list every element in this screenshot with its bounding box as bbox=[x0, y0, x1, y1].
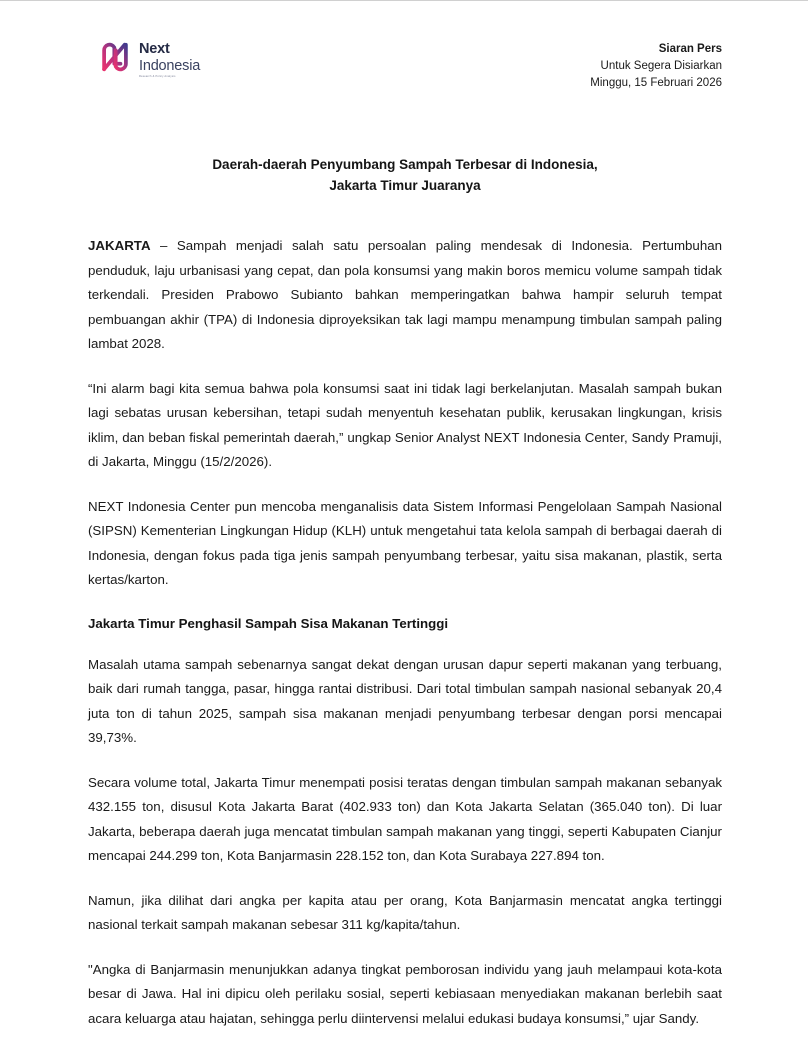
paragraph-7: "Angka di Banjarmasin menunjukkan adanya tingkat pemborosan individu yang jauh melampaui kota-kota besar di Jawa. Hal ini dipicu oleh perilaku sosial, seperti kebiasaan menyediakan makanan berlebih saat acara keluarga atau hajatan, sehingga perlu diintervensi melalui edukasi budaya konsumsi,” ujar Sandy. bbox=[88, 961, 722, 1026]
page-title-line2: Jakarta Timur Juaranya bbox=[329, 178, 481, 193]
paragraph-2: “Ini alarm bagi kita semua bahwa pola konsumsi saat ini tidak lagi berkelanjutan. Masalah sampah bukan lagi sebatas urusan kebersihan, tetapi sudah menyentuh kesehatan publik, kerusakan lingkungan, krisis iklim, dan beban fiskal pemerintah daerah,” ungkap Senior Analyst NEXT Indonesia Center, Sandy Pramuji, di Jakarta, Minggu (15/2/2026). bbox=[88, 380, 722, 469]
paragraph-5: Secara volume total, Jakarta Timur menempati posisi teratas dengan timbulan sampah makanan sebanyak 432.155 ton, disusul Kota Jakarta Barat (402.933 ton) dan Kota Jakarta Selatan (365.040 ton). Di luar Jakarta, beberapa daerah juga mencatat timbulan sampah makanan yang tinggi, seperti Kabupaten Cianjur mencapai 244.299 ton, Kota Banjarmasin 228.152 ton, dan Kota Surabaya 227.894 ton. bbox=[88, 774, 722, 863]
page-content bbox=[88, 1, 722, 1031]
document-header bbox=[88, 1, 722, 92]
release-date: Minggu, 15 Februari 2026 bbox=[590, 77, 722, 89]
section-subheading: Jakarta Timur Penghasil Sampah Sisa Makanan Tertinggi bbox=[88, 615, 449, 631]
release-meta bbox=[590, 39, 722, 92]
next-indonesia-logo-icon bbox=[98, 40, 132, 74]
paragraph-1 bbox=[88, 234, 722, 357]
release-status-label: Untuk Segera Disiarkan bbox=[600, 60, 722, 72]
release-type-label: Siaran Pers bbox=[658, 43, 722, 55]
brand-logo bbox=[98, 39, 200, 79]
brand-tagline: Research & Policy Analysis bbox=[139, 74, 176, 79]
brand-name-line2: Indonesia bbox=[139, 57, 201, 74]
page-title-line1: Daerah-daerah Penyumbang Sampah Terbesar di Indonesia, bbox=[212, 157, 598, 172]
page-title bbox=[88, 154, 722, 196]
paragraph-4: Masalah utama sampah sebenarnya sangat dekat dengan urusan dapur seperti makanan yang terbuang, baik dari rumah tangga, pasar, hingga rantai distribusi. Dari total timbulan sampah nasional sebanyak 20,4 juta ton di tahun 2025, sampah sisa makanan menjadi penyumbang terbesar dengan porsi mencapai 39,73%. bbox=[88, 656, 722, 745]
article-body bbox=[88, 234, 722, 1031]
brand-name-line1: Next bbox=[139, 41, 170, 57]
brand-wordmark bbox=[139, 39, 200, 79]
paragraph-3: NEXT Indonesia Center pun mencoba menganalisis data Sistem Informasi Pengelolaan Sampah Nasional (SIPSN) Kementerian Lingkungan Hidup (KLH) untuk mengetahui tata kelola sampah di berbagai daerah di Indonesia, dengan fokus pada tiga jenis sampah penyumbang terbesar, yaitu sisa makanan, plastik, serta kertas/karton. bbox=[88, 498, 722, 587]
paragraph-6: Namun, jika dilihat dari angka per kapita atau per orang, Kota Banjarmasin mencatat angka tertinggi nasional terkait sampah makanan sebesar 311 kg/kapita/tahun. bbox=[88, 892, 722, 932]
dateline-city: JAKARTA bbox=[88, 238, 151, 253]
paragraph-1-text: – Sampah menjadi salah satu persoalan paling mendesak di Indonesia. Pertumbuhan penduduk, laju urbanisasi yang cepat, dan pola konsumsi yang makin boros memicu volume sampah tidak terkendali. Presiden Prabowo Subianto bahkan memperingatkan bahwa hampir seluruh tempat pembuangan akhir (TPA) di Indonesia diproyeksikan tak lagi mampu menampung timbulan sampah paling lambat 2028. bbox=[88, 238, 722, 351]
